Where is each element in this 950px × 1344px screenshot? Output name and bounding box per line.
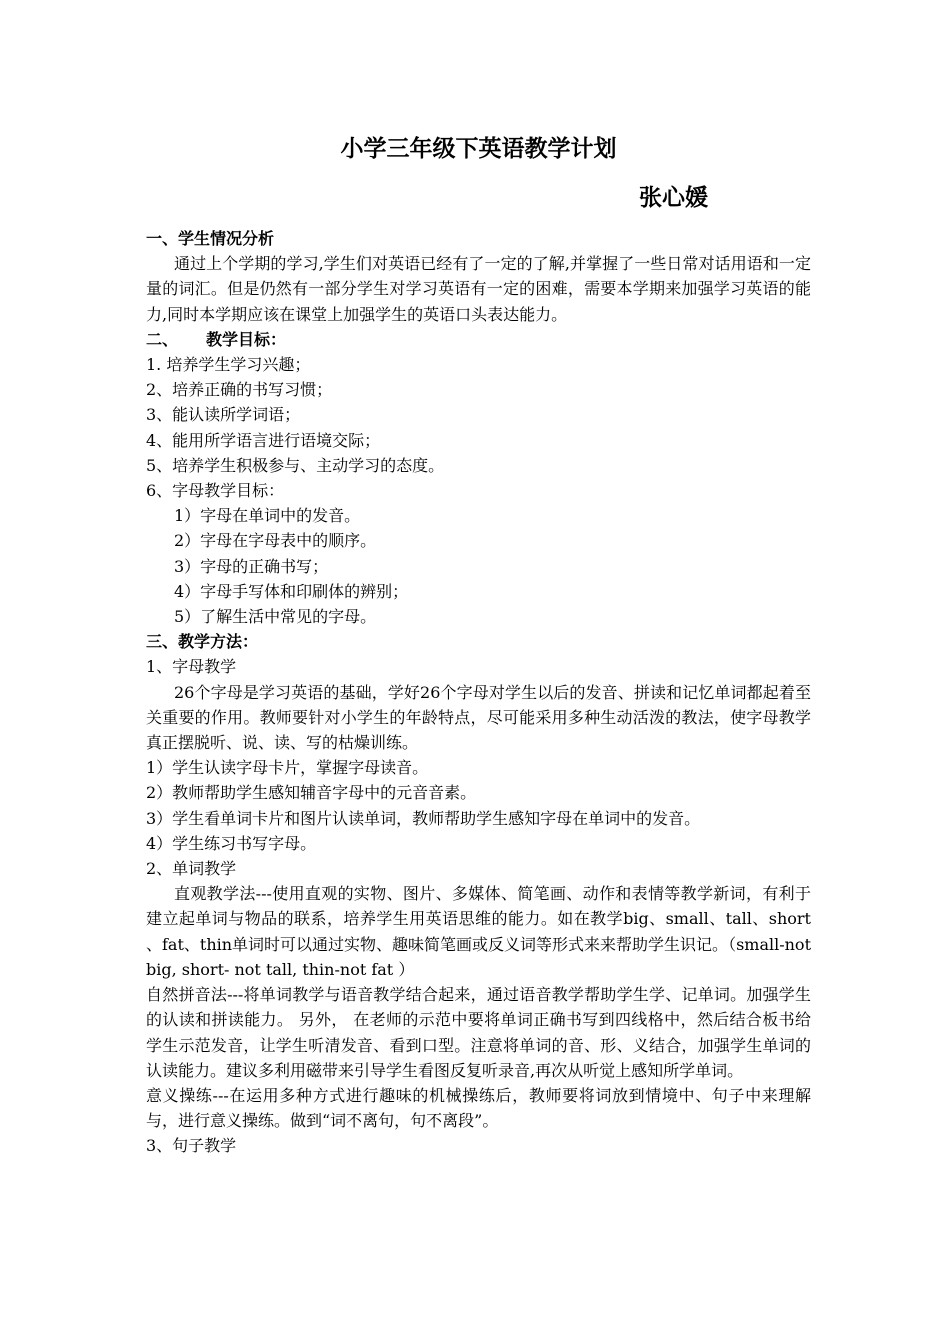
document-title: 小学三年级下英语教学计划 (340, 136, 617, 162)
list-item: 3）学生看单词卡片和图片认读单词，教师帮助学生感知字母在单词中的发音。 (146, 808, 701, 828)
letters-paragraph: 26个字母是学习英语的基础，学好26个字母对学生以后的发音、拼读和记忆单词都起着至关重要的作用。教师要针对小学生的年龄特点，尽可能采用多种生动活泼的教法，使字母教学真正摆脱听、说、读、写的枯燥训练。 (146, 682, 811, 753)
subsection-heading-sentences: 3、句子教学 (146, 1136, 237, 1156)
document-body (146, 226, 811, 1159)
section2-heading (146, 327, 811, 352)
words-paragraph-meaning: 意义操练---在运用多种方式进行趣味的机械操练后，教师要将词放到情境中、句子中来理解与，进行意义操练。做到“词不离句，句不离段”。 (146, 1085, 811, 1131)
sub-list-item: 2）字母在字母表中的顺序。 (174, 531, 377, 551)
sub-list-item: 3）字母的正确书写； (174, 556, 329, 576)
words-paragraph-phonics: 自然拼音法---将单词教学与语音教学结合起来，通过语音教学帮助学生学、记单词。加强学生的认读和拼读能力。 另外， 在老师的示范中要将单词正确书写到四线格中，然后结合板书给学生示范发音，让学生听清发音、看到口型。注意将单词的音、形、义结合，加强学生单词的认读能力。建议多利用磁带来引导学生看图反复听录音,再次从听觉上感知所学单词。 (146, 985, 811, 1080)
section2-heading-text: 教学目标： (206, 329, 287, 349)
subsection-heading-words: 2、单词教学 (146, 859, 237, 879)
list-item: 2）教师帮助学生感知辅音字母中的元音音素。 (146, 783, 477, 803)
list-item: 2、培养正确的书写习惯； (146, 380, 333, 400)
sub-list-item: 4）字母手写体和印刷体的辨别； (174, 581, 409, 601)
subsection-heading-letters: 1、字母教学 (146, 657, 237, 677)
list-item: 1）学生认读字母卡片，掌握字母读音。 (146, 758, 429, 778)
section1-paragraph: 通过上个学期的学习,学生们对英语已经有了一定的了解,并掌握了一些日常对话用语和一定量的词汇。但是仍然有一部分学生对学习英语有一定的困难，需要本学期来加强学习英语的能力,同时本学期应该在课堂上加强学生的英语口头表达能力。 (146, 254, 811, 324)
section2-heading-num: 二、 (146, 329, 179, 349)
list-item: 1. 培养学生学习兴趣； (146, 355, 311, 375)
list-item: 4、能用所学语言进行语境交际； (146, 430, 381, 450)
sub-list-item: 1）字母在单词中的发音。 (174, 506, 361, 526)
list-item: 3、能认读所学词语； (146, 405, 301, 425)
words-paragraph-direct: 直观教学法---使用直观的实物、图片、多媒体、简笔画、动作和表情等教学新词，有利于建立起单词与物品的联系，培养学生用英语思维的能力。如在教学big、small、tall、short 、fat、thin单词时可以通过实物、趣味简笔画或反义词等形式来来帮助学生识记。（small-not big, short- not tall, thin-not fat ） (146, 884, 811, 979)
sub-list-item: 5）了解生活中常见的字母。 (174, 607, 377, 627)
list-item: 4）学生练习书写字母。 (146, 833, 317, 853)
section1-heading: 一、学生情况分析 (146, 229, 275, 248)
list-item: 6、字母教学目标： (146, 481, 285, 501)
author-name: 张心媛 (639, 185, 708, 211)
section3-heading: 三、教学方法： (146, 632, 259, 652)
list-item: 5、培养学生积极参与、主动学习的态度。 (146, 455, 445, 475)
